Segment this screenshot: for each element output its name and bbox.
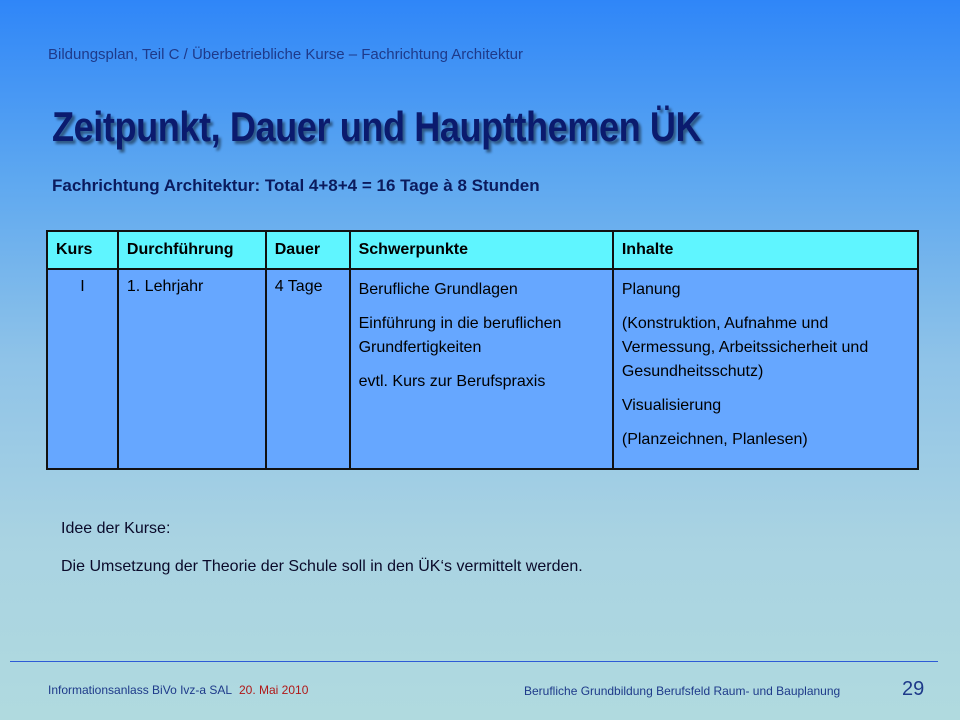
cell-inhalte	[613, 269, 918, 469]
idea-section	[61, 520, 583, 596]
cell-dauer	[266, 269, 350, 469]
inhalt-item: Planung	[621, 281, 681, 298]
inhalt-item: Visualisierung	[621, 397, 722, 414]
table-row	[47, 269, 918, 469]
cell-dauer-value: 4 Tage	[274, 278, 323, 295]
inhalt-item: (Konstruktion, Aufnahme und Vermessung, Arbeitssicherheit und Gesundheitsschutz)	[621, 315, 869, 380]
column-header-kurs: Kurs	[47, 231, 118, 269]
footer-event: Informationsanlass BiVo Ivz-a SAL	[48, 683, 232, 697]
idea-text: Die Umsetzung der Theorie der Schule soll in den ÜK‘s vermittelt werden.	[61, 558, 583, 575]
idea-label: Idee der Kurse:	[61, 520, 171, 537]
table-header-row	[47, 231, 918, 269]
footer-right: Berufliche Grundbildung Berufsfeld Raum- und Bauplanung	[524, 684, 841, 698]
column-header-durchfuehrung: Durchführung	[118, 231, 266, 269]
course-table	[46, 230, 919, 470]
cell-schwerpunkte	[350, 269, 613, 469]
schwerpunkt-item: Einführung in die beruflichen Grundfertigkeiten	[358, 315, 562, 356]
page-number: 29	[902, 678, 925, 700]
cell-kurs	[47, 269, 118, 469]
schwerpunkt-item: Berufliche Grundlagen	[358, 281, 518, 298]
inhalt-item: (Planzeichnen, Planlesen)	[621, 431, 808, 448]
slide-subtitle: Fachrichtung Architektur: Total 4+8+4 = 16 Tage à 8 Stunden	[52, 176, 540, 195]
cell-durchfuehrung	[118, 269, 266, 469]
breadcrumb: Bildungsplan, Teil C / Überbetriebliche Kurse – Fachrichtung Architektur	[48, 46, 523, 63]
footer-date: 20. Mai 2010	[239, 683, 309, 697]
column-header-inhalte: Inhalte	[613, 231, 918, 269]
column-header-schwerpunkte: Schwerpunkte	[350, 231, 613, 269]
cell-kurs-value: I	[80, 278, 85, 295]
slide-title: Zeitpunkt, Dauer und Hauptthemen ÜK	[52, 103, 702, 150]
footer-left	[48, 683, 308, 697]
cell-durchfuehrung-value: 1. Lehrjahr	[126, 278, 204, 295]
footer-divider	[10, 661, 938, 662]
column-header-dauer: Dauer	[266, 231, 350, 269]
schwerpunkt-item: evtl. Kurs zur Berufspraxis	[358, 373, 546, 390]
